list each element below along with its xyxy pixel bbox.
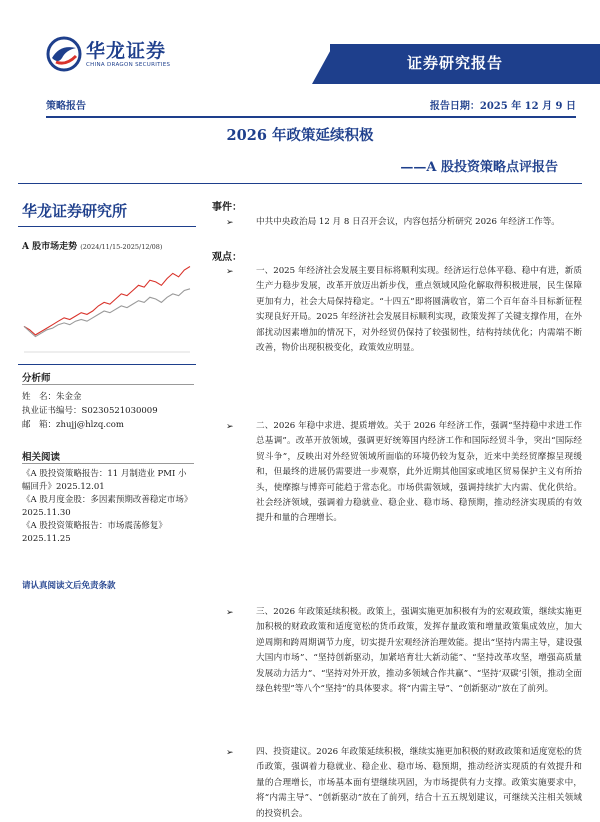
chart-date-range: (2024/11/15-2025/12/08) bbox=[80, 243, 163, 251]
point-4: 四、投资建议。2026 年政策延续积极，继续实施更加积极的财政政策和适度宽松的货币政策，强调着力稳就业、稳企业、稳市场、稳预期，推动经济实现质的有效提升和量的合理增长，市场基本面有望继续巩固，为市场提供有力支撑。政策实施要求中，将“内需主导”、“创新驱动”放在了前列，结合十五五规划建议，可继续关注相关领域的投资机会。 bbox=[256, 747, 582, 819]
analyst-cert: 执业证书编号：S0230521030009 bbox=[22, 406, 158, 416]
related-report[interactable]: 《A 股投资策略报告：市场震荡修复》2025.11.25 bbox=[22, 521, 167, 544]
sidebar bbox=[18, 194, 196, 794]
point-1: 一、2025 年经济社会发展主要目标将顺利实现。经济运行总体平稳、稳中有进，新质生产力稳步发展，改革开放迈出新步伐，重点领域风险化解取得积极进展，民生保障更加有力，社会大局保持稳定。“十四五”即将圆满收官，第二个百年奋斗目标新征程实现良好开局。2025 年经济社会发展目标顺利实现，政策发挥了关键支撑作用，在外部扰动因素增加的情况下，对外经贸仍保持了较强韧性，结构持续优化；内需端不断改善，物价出现积极变化，政策效应明显。 bbox=[256, 266, 582, 354]
chart-title-text: A 股市场走势 bbox=[22, 242, 78, 252]
analyst-name: 姓 名：朱金金 bbox=[22, 392, 82, 402]
related-reading-header: 相关阅读 bbox=[22, 452, 61, 463]
institute-name: 华龙证券研究所 bbox=[22, 202, 128, 220]
view-label: 观点： bbox=[212, 252, 242, 263]
sub-header-row bbox=[46, 97, 576, 113]
disclaimer-note: 请认真阅读文后免责条款 bbox=[22, 581, 116, 591]
related-report[interactable]: 《A 股月度金股：多因素预期改善稳定市场》2025.11.30 bbox=[22, 495, 193, 518]
chart-line-series-red bbox=[24, 267, 190, 335]
bullet-arrow-icon: ➢ bbox=[226, 267, 234, 277]
market-trend-chart bbox=[18, 252, 196, 360]
chart-divider bbox=[18, 364, 196, 365]
title-divider bbox=[18, 183, 582, 184]
sidebar-divider bbox=[18, 226, 196, 227]
analyst-email[interactable]: 邮 箱：zhujj@hlzq.com bbox=[22, 420, 124, 430]
point-3: 三、2026 年政策延续积极。政策上，强调实施更加积极有为的宏观政策，继续实施更加积极的财政政策和适度宽松的货币政策，发挥存量政策和增量政策集成效应，加大逆周期和跨周期调节力度，切实提升宏观经济治理效能。提出“坚持内需主导，建设强大国内市场”、“坚持创新驱动，加紧培育壮大新动能”、“坚持改革攻坚，增强高质量发展动力活力”、“坚持对外开放，推动多领域合作共赢”、“坚持‘双碳’引领，推动全面绿色转型”等八个“坚持”的具体要求。将“内需主导”、“创新驱动”放在了前列。 bbox=[256, 607, 582, 695]
bullet-arrow-icon: ➢ bbox=[226, 748, 234, 758]
report-category: 策略报告 bbox=[46, 101, 86, 112]
bullet-arrow-icon: ➢ bbox=[226, 422, 234, 432]
analyst-header: 分析师 bbox=[22, 373, 51, 384]
logo-chinese-name: 华龙证券 bbox=[86, 40, 167, 62]
logo-english-name: CHINA DRAGON SECURITIES bbox=[86, 62, 171, 68]
bullet-arrow-icon: ➢ bbox=[226, 218, 234, 228]
report-title: 2026 年政策延续积极 bbox=[226, 127, 374, 144]
bullet-arrow-icon: ➢ bbox=[226, 608, 234, 618]
point-2: 二、2026 年稳中求进、提质增效。关于 2026 年经济工作，强调“坚持稳中求进工作总基调”。改革开放领域，强调更好统筹国内经济工作和国际经贸斗争，突出“国际经贸斗争”，反映出对外经贸领域所面临的环境仍较为复杂，近来中美经贸摩擦呈现缓和，但最终的进展仍需要进一步观察，此外近期其他国家或地区贸易保护主义有所抬头，使摩擦与博弈可能趋于常态化。市场供需领域，强调持续扩大内需、优化供给。社会经济领域，强调着力稳就业、稳企业、稳市场、稳预期，推动经济实现质的有效提升和量的合理增长。 bbox=[256, 421, 582, 524]
event-label: 事件： bbox=[212, 202, 242, 213]
report-type-label: 证券研究报告 bbox=[406, 54, 503, 72]
company-logo bbox=[46, 34, 186, 74]
analyst-underline bbox=[22, 384, 194, 385]
related-underline bbox=[22, 463, 194, 464]
report-date: 报告日期：2025 年 12 月 9 日 bbox=[429, 101, 576, 112]
event-text: 中共中央政治局 12 月 8 日召开会议，内容包括分析研究 2026 年经济工作等。 bbox=[256, 217, 560, 227]
report-subtitle: ——A 股投资策略点评报告 bbox=[400, 160, 558, 175]
dragon-logo-icon bbox=[46, 36, 82, 72]
header-divider bbox=[46, 116, 576, 118]
page-header bbox=[0, 0, 600, 92]
related-report[interactable]: 《A 股投资策略报告：11 月制造业 PMI 小幅回升》2025.12.01 bbox=[22, 469, 187, 492]
chart-title bbox=[22, 239, 162, 252]
chart-line-series-gray bbox=[24, 289, 190, 337]
